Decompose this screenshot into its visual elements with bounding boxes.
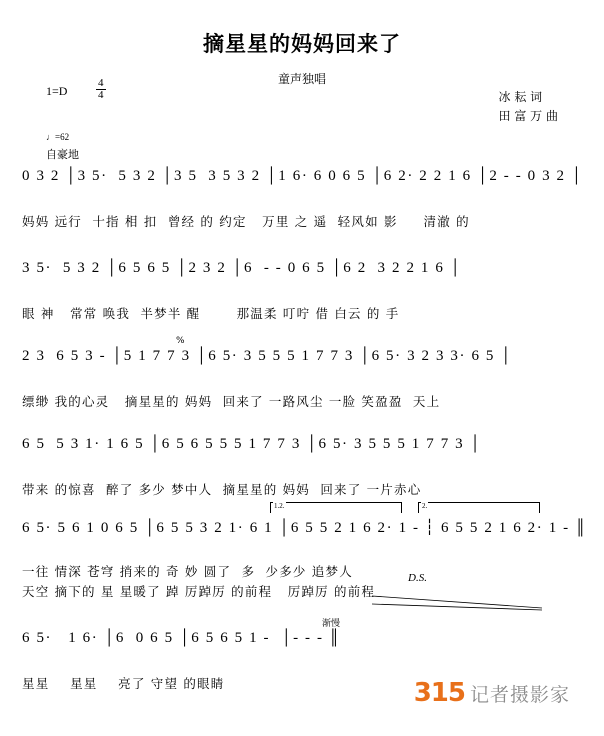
watermark-text: 记者摄影家 [469, 683, 570, 706]
ds-mark: D.S. [408, 572, 427, 584]
volta-bracket-first [270, 502, 402, 513]
lyrics-row-verse2: 天空 摘下的 星 星暖了 踔 厉踔厉 的前程 厉踔厉 的前程 [22, 584, 376, 599]
volta-bracket-second [418, 502, 540, 513]
notes-row: 2 3 6 5 3 - │5 1 7 7 3 │6 5· 3 5 5 5 1 7 7 3 │6 5· 3 2 3 3· 6 5 │ [22, 348, 513, 364]
notes-row: 0 3 2 │3 5· 5 3 2 │3 5 3 5 3 2 │1 6· 6 0 6 5 │6 2· 2 2 1 6 │2 - - 0 3 2 │ [22, 168, 584, 184]
notes-row: 6 5· 1 6· │6 0 6 5 │6 5 6 5 1 - │- - - ║ [22, 630, 342, 646]
lyrics-row: 眼 神 常常 唤我 半梦半 醒 那温柔 叮咛 借 白云 的 手 [22, 306, 400, 321]
key-signature: 1=D [46, 84, 68, 98]
lyrics-row: 一往 情深 苍穹 捎来的 奇 妙 圆了 多 少多少 追梦人 [22, 564, 353, 579]
music-system-3 [22, 348, 582, 412]
rit-mark: 渐慢 [322, 619, 341, 629]
music-system-5 [22, 518, 588, 602]
volta-label-first: 1.2. [274, 502, 285, 510]
page-title: 摘星星的妈妈回来了 [203, 32, 401, 56]
lyrics-row: 缥缈 我的心灵 摘星星的 妈妈 回来了 一路风尘 一脸 笑盈盈 天上 [22, 394, 441, 409]
rit-dashes [372, 594, 552, 614]
notes-row: 6 5· 5 6 1 0 6 5 │6 5 5 3 2 1· 6 1 │6 5 5 2 1 6 2· 1 - ┆ 6 5 5 2 1 6 2· 1 - ║ [22, 520, 588, 536]
tempo-marking: ♩=62 [46, 132, 70, 142]
expression-marking: 自豪地 [46, 148, 79, 161]
music-system-4 [22, 436, 582, 500]
lyrics-row: 星星 星星 亮了 守望 的眼睛 [22, 676, 225, 691]
notes-row: 6 5 5 3 1· 1 6 5 │6 5 6 5 5 5 1 7 7 3 │6 5· 3 5 5 5 1 7 7 3 │ [22, 436, 482, 452]
subtitle: 童声独唱 [277, 72, 326, 86]
time-signature-denominator: 4 [98, 89, 104, 101]
watermark [414, 678, 570, 708]
segno-mark: % [176, 336, 185, 346]
credits [499, 88, 558, 126]
watermark-number: 315 [413, 678, 465, 708]
lyricist: 冰 耘 词 [498, 90, 543, 104]
notes-row: 3 5· 5 3 2 │6 5 6 5 │2 3 2 │6 - - 0 6 5 │6 2 3 2 2 1 6 │ [22, 260, 463, 276]
composer: 田 富 万 曲 [498, 109, 558, 124]
music-system-2 [22, 260, 582, 324]
volta-label-second: 2. [422, 502, 428, 510]
lyrics-row: 妈妈 远行 十指 相 扣 曾经 的 约定 万里 之 遥 轻风如 影 清澈 的 [22, 214, 470, 229]
time-signature-numerator: 4 [98, 77, 104, 89]
music-system-1 [22, 168, 582, 232]
time-signature [96, 78, 106, 101]
lyrics-row: 带来 的惊喜 醉了 多少 梦中人 摘星星的 妈妈 回来了 一片赤心 [22, 482, 422, 497]
